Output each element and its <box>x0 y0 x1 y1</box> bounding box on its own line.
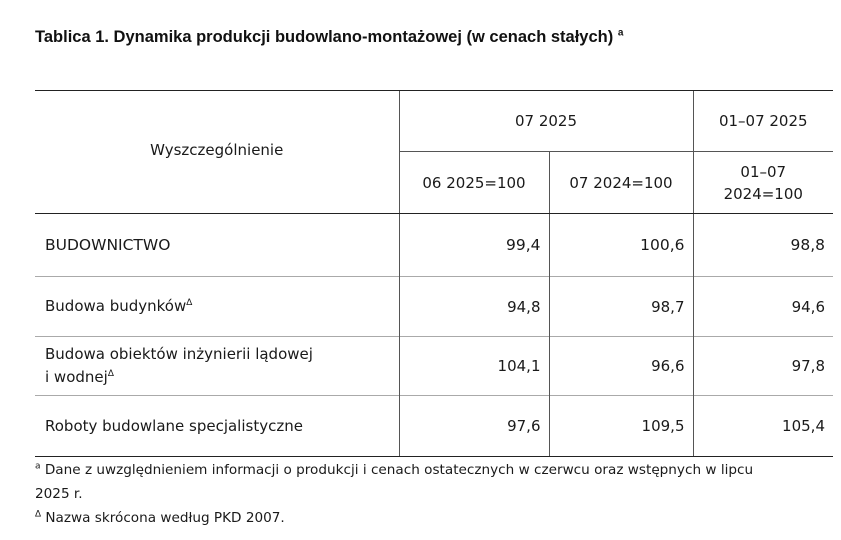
footnote-a-line2: 2025 r. <box>35 486 83 502</box>
row-label-cell <box>35 277 399 337</box>
footnotes <box>35 458 835 530</box>
row-label-line1: Budowa obiektów inżynierii lądowej <box>45 345 313 363</box>
row-label: BUDOWNICTWO <box>45 235 171 254</box>
row-marker: ∆ <box>107 369 114 379</box>
table-row-budowa-budynkow <box>35 277 833 337</box>
row-label-line2: i wodnej <box>45 368 108 386</box>
table-row-roboty <box>35 396 833 457</box>
value-cell: 99,4 <box>399 214 549 277</box>
footnote-delta-text: Nazwa skrócona według PKD 2007. <box>45 510 285 526</box>
subheader-01-07-line1: 01–07 <box>740 162 787 181</box>
footnote-delta <box>35 506 835 530</box>
footnote-delta-marker: ∆ <box>35 509 42 520</box>
table-title <box>35 28 623 47</box>
table-row-inzynieria <box>35 337 833 396</box>
value-cell: 97,6 <box>399 396 549 457</box>
table-title-text: Tablica 1. Dynamika produkcji budowlano-montażowej (w cenach stałych) <box>35 28 614 46</box>
footnote-a-line1: Dane z uwzględnieniem informacji o produkcji i cenach ostatecznych w czerwcu oraz wstępnych w lipcu <box>44 462 754 478</box>
data-table <box>35 90 833 457</box>
subheader-07-2024: 07 2024=100 <box>549 152 693 214</box>
value-cell: 109,5 <box>549 396 693 457</box>
header-wyszczegolnienie: Wyszczególnienie <box>35 91 399 214</box>
table-row-budownictwo <box>35 214 833 277</box>
header-group-07-2025: 07 2025 <box>399 91 693 152</box>
value-cell: 96,6 <box>549 337 693 396</box>
value-cell: 94,8 <box>399 277 549 337</box>
row-marker: ∆ <box>186 298 193 308</box>
value-cell: 100,6 <box>549 214 693 277</box>
row-label: Budowa budynków <box>45 297 187 315</box>
footnote-a-marker: a <box>35 461 41 472</box>
value-cell: 105,4 <box>693 396 833 457</box>
row-label: Roboty budowlane specjalistyczne <box>35 396 399 457</box>
title-footnote-marker: a <box>617 27 624 39</box>
subheader-01-07-2024 <box>693 152 833 214</box>
footnote-a <box>35 458 835 506</box>
subheader-01-07-line2: 2024=100 <box>723 184 803 203</box>
subheader-06-2025: 06 2025=100 <box>399 152 549 214</box>
value-cell: 104,1 <box>399 337 549 396</box>
header-group-01-07-2025: 01–07 2025 <box>693 91 833 152</box>
value-cell: 98,8 <box>693 214 833 277</box>
row-label-cell <box>35 337 399 396</box>
value-cell: 97,8 <box>693 337 833 396</box>
value-cell: 94,6 <box>693 277 833 337</box>
value-cell: 98,7 <box>549 277 693 337</box>
